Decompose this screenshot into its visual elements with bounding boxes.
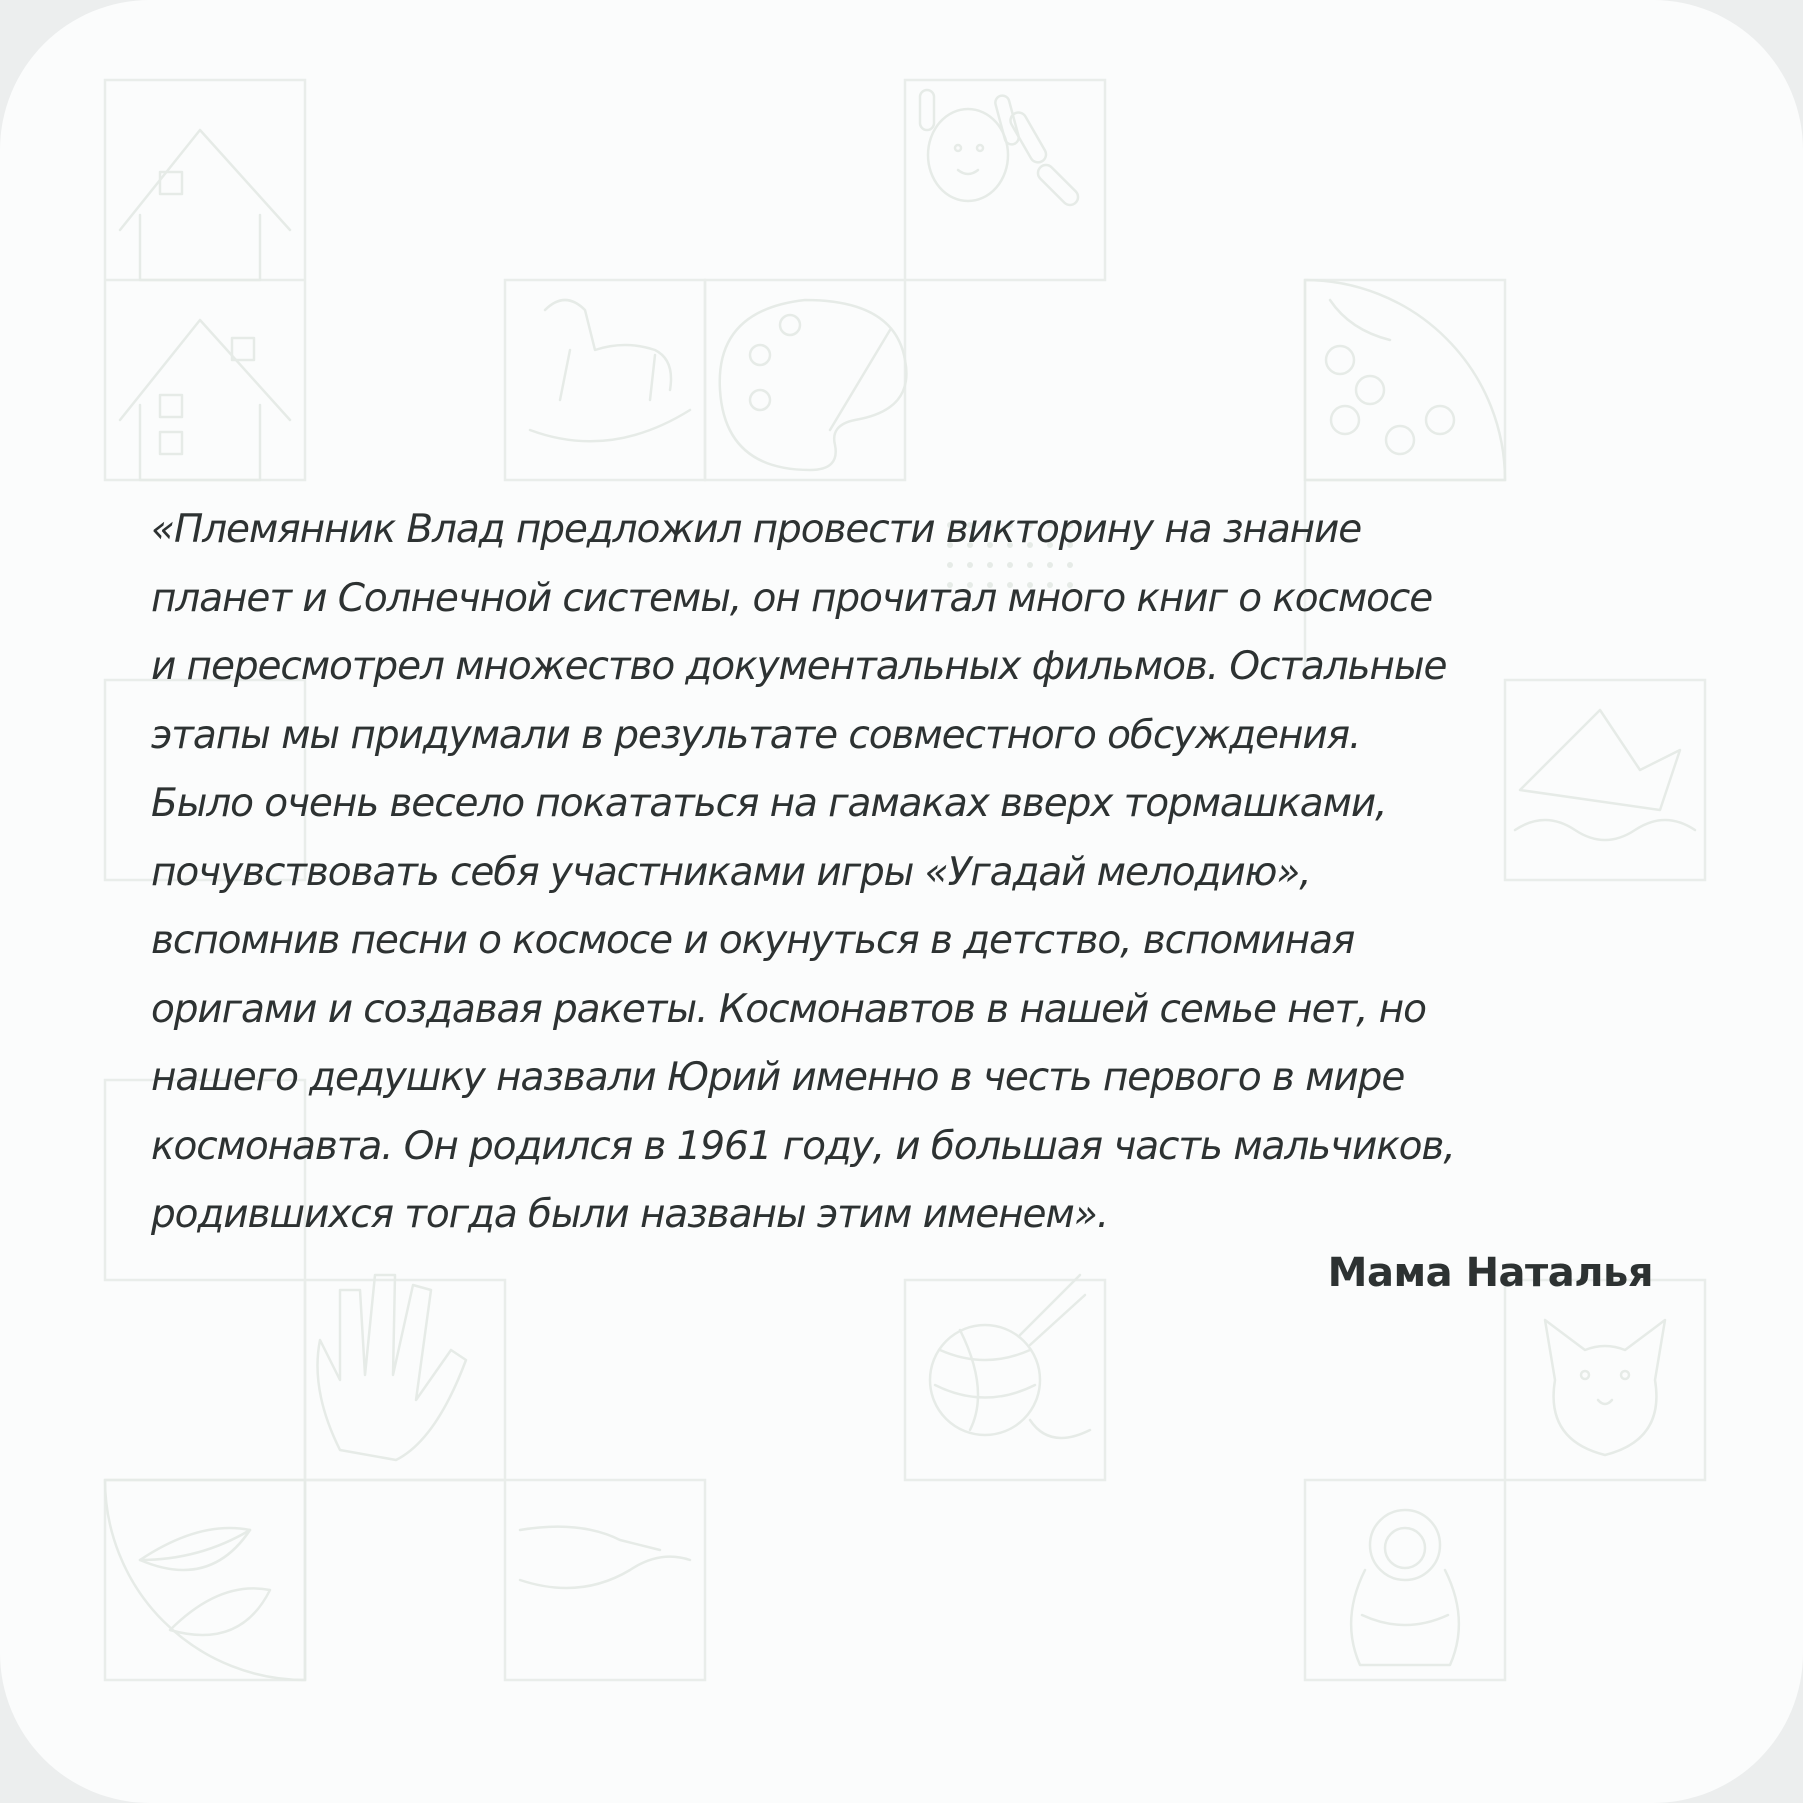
handprint-icon (920, 90, 1081, 208)
testimonial-quote (151, 496, 1691, 1250)
cat-icon (1545, 1320, 1665, 1455)
matryoshka-icon (1351, 1510, 1459, 1665)
quote-line: родившихся тогда были названы этим именем». (151, 1192, 1109, 1237)
palette-icon (720, 300, 907, 470)
quote-line: этапы мы придумали в результате совместного обсуждения. (151, 712, 1361, 758)
quote-line: почувствовать себя участниками игры «Угадай мелодию», (151, 849, 1311, 895)
quote-line: нашего дедушку назвали Юрий именно в честь первого в мире (151, 1055, 1405, 1100)
quote-author: Мама Наталья (1327, 1250, 1653, 1296)
handprint-icon (318, 1275, 467, 1460)
quote-line: планет и Солнечной системы, он прочитал много книг о космосе (151, 575, 1433, 621)
quote-line: космонавта. Он родился в 1961 году, и большая часть мальчиков, (151, 1123, 1455, 1169)
quote-line: оригами и создавая ракеты. Космонавтов в нашей семье нет, но (151, 986, 1426, 1032)
quote-line: вспомнив песни о космосе и окунуться в детство, вспоминая (151, 918, 1355, 963)
yarn-ball-icon (930, 1275, 1090, 1438)
quote-line: «Племянник Влад предложил провести викторину на знание (151, 507, 1362, 552)
quote-line: и пересмотрел множество документальных фильмов. Остальные (151, 644, 1447, 689)
rocking-horse-icon (530, 300, 690, 441)
hands-icon (520, 1527, 690, 1588)
quote-line: Было очень весело покататься на гамаках вверх тормашками, (151, 781, 1387, 826)
leaves-icon (105, 1480, 305, 1680)
house-icon (120, 130, 290, 480)
berries-icon (1305, 280, 1505, 480)
